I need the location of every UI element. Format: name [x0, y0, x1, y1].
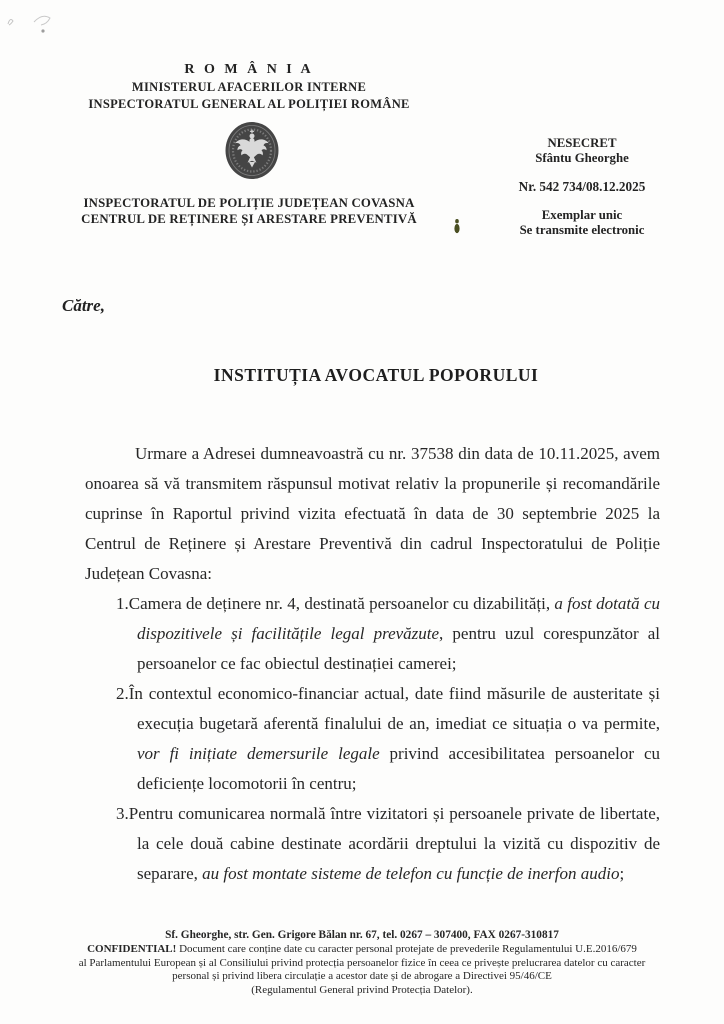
list-item-3: 3.Pentru comunicarea normală între vizitatori și persoanele private de libertate, la cele două cabine destinate acordării dreptului la vizită cu dispozitiv de separare, au fost montate sisteme de telefon cu funcție de inerfon audio;	[116, 804, 660, 883]
letter-body	[85, 439, 660, 889]
page-footer	[40, 929, 684, 998]
intro-paragraph: Urmare a Adresei dumneavoastră cu nr. 37538 din data de 10.11.2025, avem onoarea să vă transmitem răspunsul motivat relativ la propunerile și recomandările cuprinse în Raportul privind vizita efectuată în data de 30 septembrie 2025 la Centrul de Reținere și Arestare Preventivă din cadrul Inspectoratului de Poliție Județean Covasna:	[85, 444, 660, 583]
org-ministry: MINISTERUL AFACERILOR INTERNE	[131, 80, 367, 94]
list-item-2: 2.În contextul economico-financiar actual, date fiind măsurile de austeritate și execuția bugetară aferentă finalului de an, imediat ce situația o va permite, vor fi inițiate demersurile legale privind accesibilitatea persoanelor cu deficiențe locomotorii în centru;	[116, 684, 660, 793]
org-header	[37, 62, 461, 112]
copy-note: Exemplar unic	[541, 208, 623, 222]
footer-confidential-line: (Regulamentul General privind Protecția Datelor).	[251, 984, 473, 997]
county-police-seal-icon	[224, 121, 280, 181]
footer-confidential-line: al Parlamentului European și al Consiliului privind protecția persoanelor fizice în ceea ce privește prelucrarea datelor cu caracter	[78, 956, 646, 969]
ink-mark	[452, 218, 462, 235]
transmission-note: Se transmite electronic	[519, 223, 645, 237]
org-inspectorate: INSPECTORATUL GENERAL AL POLIȚIEI ROMÂNE	[88, 97, 410, 111]
footer-address: Sf. Gheorghe, str. Gen. Grigore Bălan nr. 67, tel. 0267 – 307400, FAX 0267-310817	[165, 929, 559, 941]
org-country: R O M Â N I A	[184, 62, 314, 77]
salutation: Către,	[62, 296, 105, 315]
city-label: Sfântu Gheorghe	[535, 151, 629, 165]
footer-confidential-line: CONFIDENTIAL! Document care conține date cu caracter personal protejate de prevederile Regulamentului U.E.2016/679	[87, 942, 637, 955]
document-meta	[482, 136, 682, 238]
recipient-title: INSTITUȚIA AVOCATUL POPORULUI	[213, 365, 539, 385]
classification-label: NESECRET	[547, 136, 617, 150]
org-county-inspectorate: INSPECTORATUL DE POLIȚIE JUDEȚEAN COVASNA	[83, 196, 415, 210]
scan-artifact	[2, 8, 72, 40]
footer-confidential-line: personal și privind libera circulație a acestor date și de abrogare a Directivei 95/46/CE	[172, 970, 552, 983]
org-subheader	[37, 196, 461, 227]
list-item-1: 1.Camera de deținere nr. 4, destinată persoanelor cu dizabilități, a fost dotată cu dispozitivele și facilitățile legal prevăzute, pentru uzul corespunzător al persoanelor ce fac obiectul destinației camerei;	[116, 594, 660, 673]
registration-number: Nr. 542 734/08.12.2025	[518, 179, 646, 194]
org-detention-center: CENTRUL DE REȚINERE ȘI ARESTARE PREVENTIVĂ	[81, 211, 417, 226]
